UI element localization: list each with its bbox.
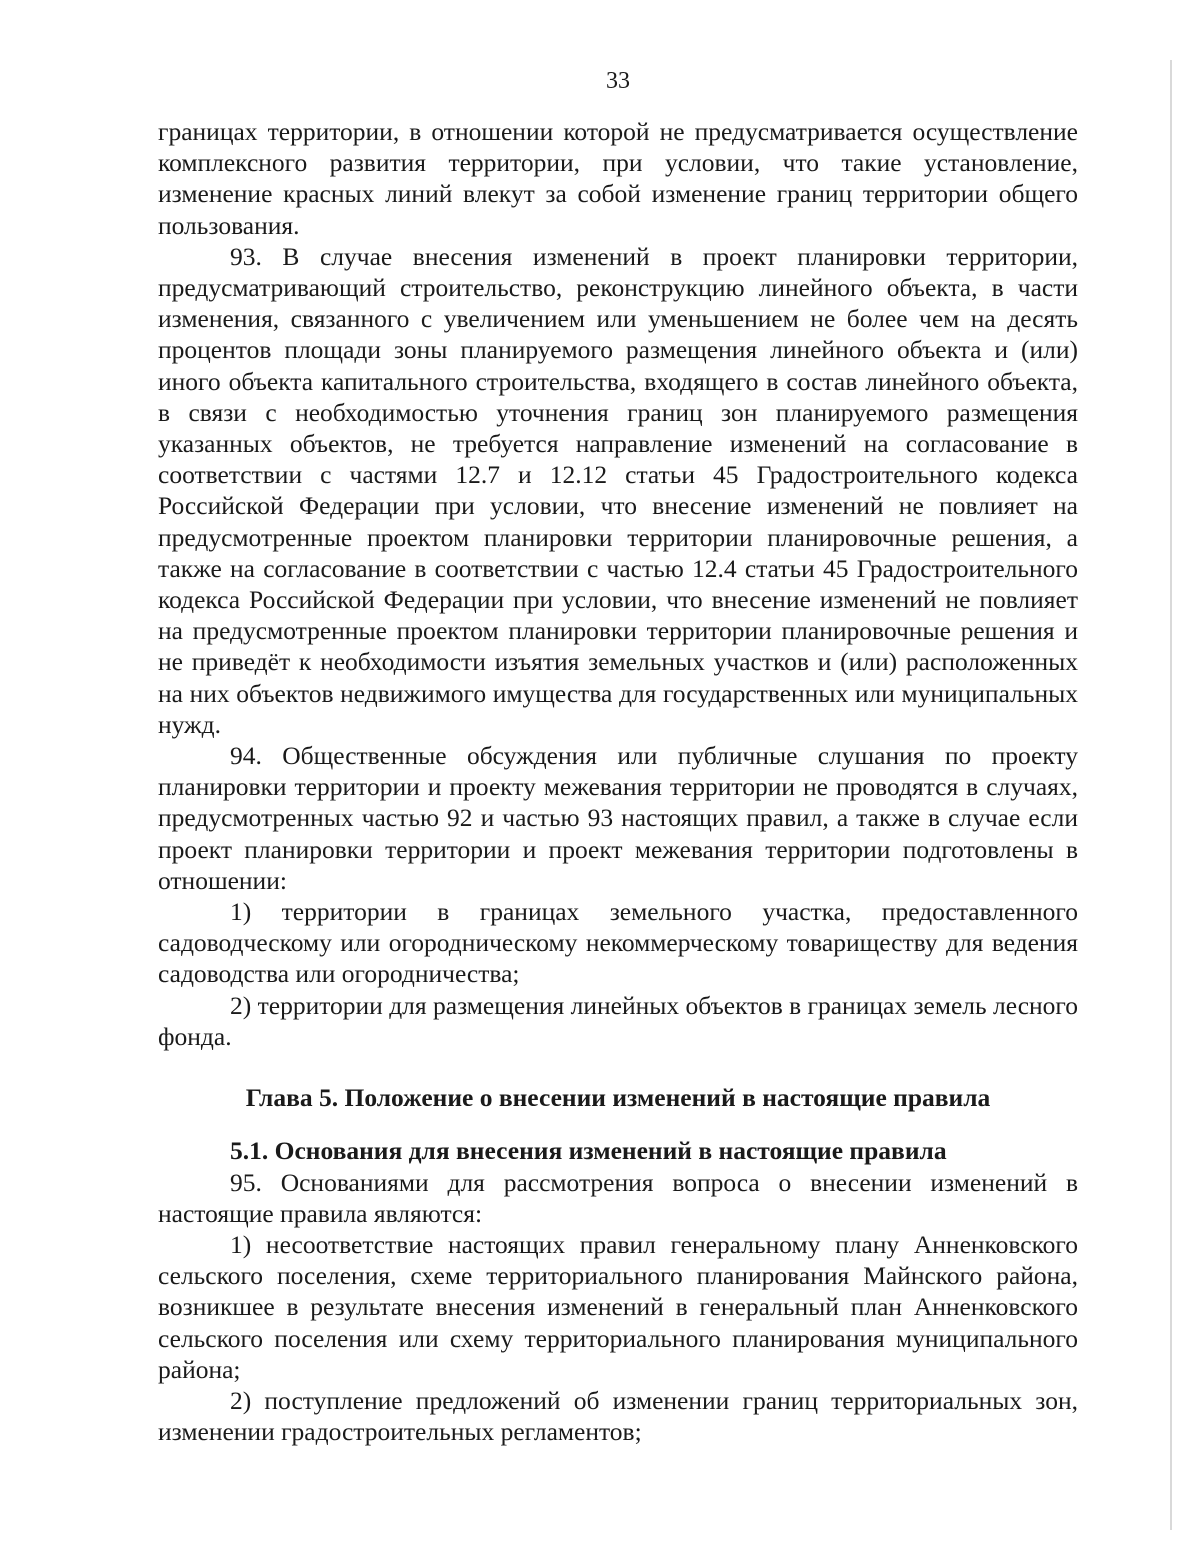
paragraph-95: 95. Основаниями для рассмотрения вопроса о внесении изменений в настоящие правила являются: [158, 1167, 1078, 1228]
document-page [158, 66, 1078, 1447]
chapter-heading: Глава 5. Положение о внесении изменений в настоящие правила [245, 1083, 991, 1113]
paragraph-93: 93. В случае внесения изменений в проект планировки территории, предусматривающий строительство, реконструкцию линейного объекта, в части изменения, связанного с увеличением или уменьшением не более чем на десять процентов площади зоны планируемого размещения линейного объекта и (или) иного объекта капитального строительства, входящего в состав линейного объекта, в связи с необходимостью уточнения границ зон планируемого размещения указанных объектов, не требуется направление изменений на согласование в соответствии с частями 12.7 и 12.12 статьи 45 Градостроительного кодекса Российской Федерации при условии, что внесение изменений не повлияет на предусмотренные проектом планировки территории планировочные решения, а также на согласование в соответствии с частью 12.4 статьи 45 Градостроительного кодекса Российской Федерации при условии, что внесение изменений не повлияет на предусмотренные проектом планировки территории планировочные решения и не приведёт к необходимости изъятия земельных участков и (или) расположенных на них объектов недвижимого имущества для государственных или муниципальных нужд. [158, 241, 1078, 739]
paragraph-continuation: границах территории, в отношении которой не предусматривается осуществление комплексного развития территории, при условии, что такие установление, изменение красных линий влекут за собой изменение границ территории общего пользования. [158, 117, 1078, 240]
paragraph-94-item-2: 2) территории для размещения линейных объектов в границах земель лесного фонда. [158, 990, 1078, 1051]
paragraph-94-item-1: 1) территории в границах земельного участка, предоставленного садоводческому или огородническому некоммерческому товариществу для ведения садоводства или огородничества; [158, 897, 1078, 989]
section-heading: 5.1. Основания для внесения изменений в настоящие правила [230, 1136, 947, 1166]
paragraph-95-item-1: 1) несоответствие настоящих правил генеральному плану Анненковского сельского поселения, схеме территориального планирования Майнского района, возникшее в результате внесения изменений в генеральный план Анненковского сельского поселения или схему территориального планирования муниципального района; [158, 1229, 1078, 1384]
paragraph-94: 94. Общественные обсуждения или публичные слушания по проекту планировки территории и проекту межевания территории не проводятся в случаях, предусмотренных частью 92 и частью 93 настоящих правил, а также в случае если проект планировки территории и проект межевания территории подготовлены в отношении: [158, 741, 1078, 895]
page-number: 33 [606, 68, 630, 94]
paragraph-95-item-2: 2) поступление предложений об изменении границ территориальных зон, изменении градостроительных регламентов; [158, 1385, 1078, 1447]
scan-edge-line [1170, 60, 1172, 1530]
